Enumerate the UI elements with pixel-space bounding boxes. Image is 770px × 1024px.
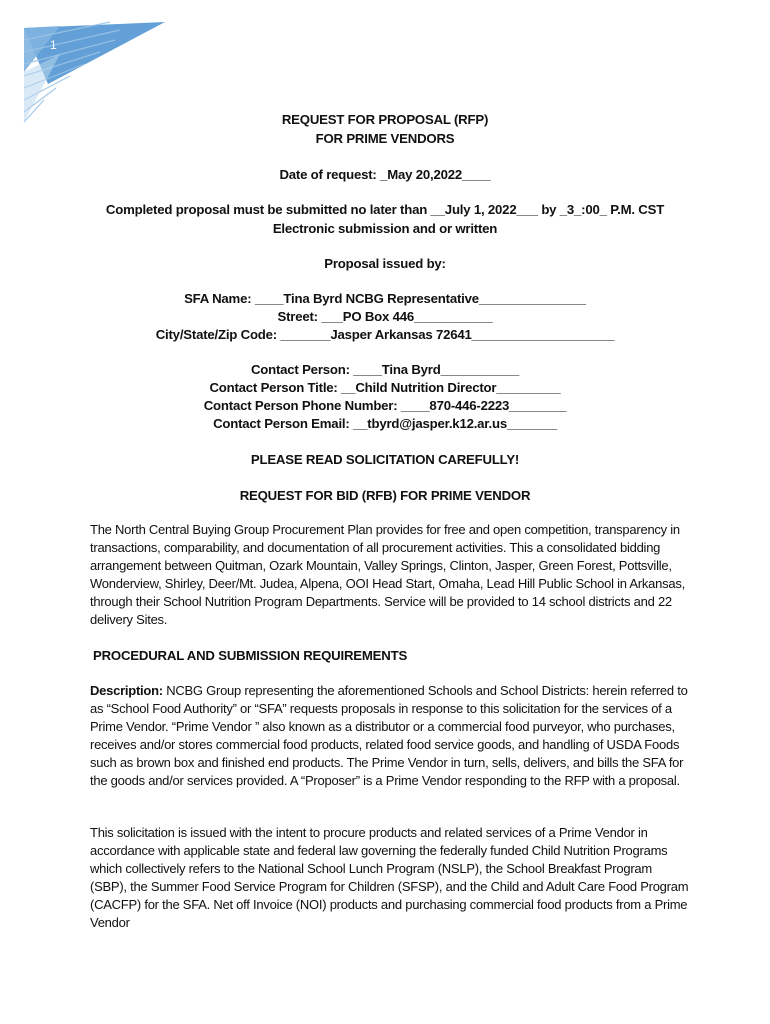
contact-phone: Contact Person Phone Number: ____870-446-2223________	[203, 398, 567, 413]
contact-email: Contact Person Email: __tbyrd@jasper.k12.ar.us_______	[213, 416, 557, 431]
page-number: 1	[50, 38, 57, 52]
submission-deadline: Completed proposal must be submitted no later than __July 1, 2022___ by _3_:00_ P.M. CST	[105, 202, 665, 217]
read-carefully-notice: PLEASE READ SOLICITATION CAREFULLY!	[250, 452, 520, 467]
contact-person: Contact Person: ____Tina Byrd___________	[250, 362, 520, 377]
rfp-subtitle: FOR PRIME VENDORS	[315, 131, 455, 146]
description-label: Description:	[90, 683, 163, 698]
date-of-request: Date of request: _May 20,2022____	[279, 167, 491, 182]
sfa-name: SFA Name: ____Tina Byrd NCBG Representative_______________	[184, 291, 586, 306]
procedural-heading: PROCEDURAL AND SUBMISSION REQUIREMENTS	[93, 648, 408, 663]
corner-decoration	[0, 0, 190, 130]
description-paragraph	[90, 682, 690, 790]
sfa-street: Street: ___PO Box 446___________	[277, 309, 493, 324]
rfp-title: REQUEST FOR PROPOSAL (RFP)	[281, 112, 489, 127]
rfb-title: REQUEST FOR BID (RFB) FOR PRIME VENDOR	[239, 488, 531, 503]
intro-paragraph: The North Central Buying Group Procurement Plan provides for free and open competition, transparency in transactions, comparability, and documentation of all procurement activities. This a consolidated bidding arrangement between Quitman, Ozark Mountain, Valley Springs, Clinton, Jasper, Green Forest, Pottsville, Wonderview, Shirley, Deer/Mt. Judea, Alpena, OOI Head Start, Omaha, Lead Hill Public School in Arkansas, through their School Nutrition Program Departments. Service will be provided to 14 school districts and 22 delivery Sites.	[90, 522, 685, 627]
issued-by-label: Proposal issued by:	[324, 256, 446, 271]
solicitation-paragraph: This solicitation is issued with the intent to procure products and related services of a Prime Vendor in accordance with applicable state and federal law governing the federally funded Child Nutrition Programs which collectively refers to the National School Lunch Program (NSLP), the School Breakfast Program (SBP), the Summer Food Service Program for Children (SFSP), and the Child and Adult Care Food Program (CACFP) for the SFA. Net off Invoice (NOI) products and purchasing commercial food products from a Prime Vendor	[90, 825, 689, 930]
description-text: NCBG Group representing the aforementioned Schools and School Districts: herein referred to as “School Food Authority” or “SFA” requests proposals in response to this solicitation for the services of a Prime Vendor. “Prime Vendor ” also known as a distributor or a commercial food purveyor, who purchases, receives and/or stores commercial food products, related food service goods, and handling of USDA Foods such as brown box and finished end products. The Prime Vendor in turn, sells, delivers, and bills the SFA for the goods and/or services provided. A “Proposer” is a Prime Vendor responding to the RFP with a proposal.	[90, 683, 688, 788]
submission-method: Electronic submission and or written	[272, 221, 498, 236]
contact-title: Contact Person Title: __Child Nutrition Director_________	[209, 380, 561, 395]
sfa-city-state-zip: City/State/Zip Code: _______Jasper Arkansas 72641____________________	[155, 327, 615, 342]
